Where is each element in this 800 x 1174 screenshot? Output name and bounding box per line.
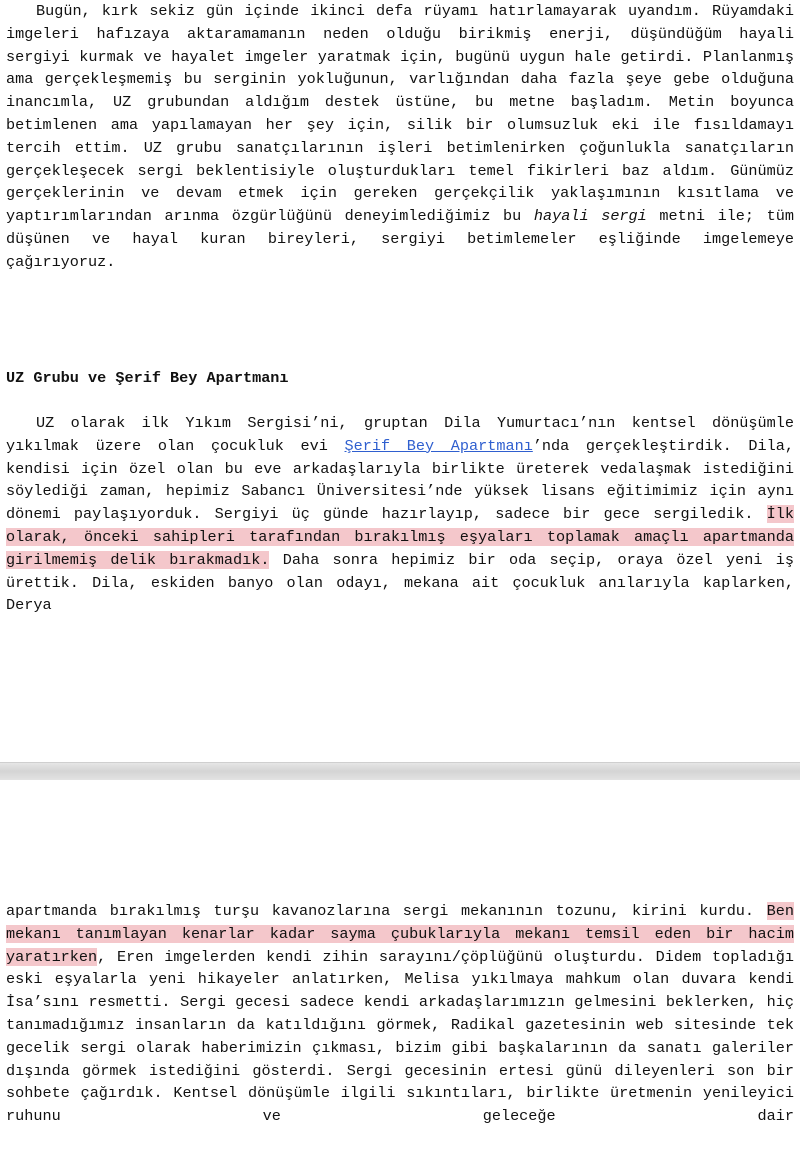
section-text-1: UZ olarak ilk Yıkım Sergisi’ni, gruptan Dila Yumurtacı’nın kentsel dönüşümle yıkılmak üzere olan çocukluk evi (6, 414, 794, 455)
intro-paragraph (6, 0, 794, 274)
page-break (0, 762, 800, 782)
intro-text-1: Bugün, kırk sekiz gün içinde ikinci defa rüyamı hatırlamayarak uyandım. Rüyamdaki imgeleri hafızaya aktaramamanın neden olduğu birikmiş enerji, düşündüğüm hayali sergiyi kurmak ve hayalet imgeler yaratmak için, bugünü uygun hale getirdi. Planlanmış ama gerçekleşmemiş bu serginin yokluğunun, varlığından daha fazla şeye gebe olduğuna inancımla, UZ grubundan aldığım destek üstüne, bu metne başladım. Metin boyunca betimlenen ama yapılamayan her şey için, silik bir olumsuzluk eki ile fısıldamayı tercih ettim. UZ grubu sanatçılarının işleri betimlenirken çoğunlukla sanatçıların gerçekleşecek sergi beklentisiyle oluşturdukları temel fikirleri baz aldım. Günümüz gerçeklerinin ve devam etmek için gereken gerçekçilik yaklaşımının kısıtlama ve yaptırımlarından arınma özgürlüğünü deneyimlediğimiz bu (6, 2, 794, 226)
continued-paragraph (6, 900, 794, 1128)
section-paragraph (6, 412, 794, 617)
section-text-3: Daha sonra hepimiz bir oda seçip, oraya özel yeni iş ürettik. Dila, eskiden banyo olan odayı, mekana ait çocukluk anılarıyla kaplarken, Derya (6, 550, 794, 615)
intro-emphasis: hayali sergi (533, 207, 647, 226)
section-heading: UZ Grubu ve Şerif Bey Apartmanı (6, 369, 289, 387)
section-text-2: ’nda gerçekleştirdik. Dila, kendisi için özel olan bu eve arkadaşlarıyla birlikte üreterek vedalaşmak istediğini söylediği zaman, hepimiz Sabancı Üniversitesi’nde yüksek lisans eğitimimiz için aynı dönemi paylaşıyorduk. Sergiyi üç günde hazırlayıp, sadece bir gece sergiledik. (6, 436, 794, 524)
continued-text-1: apartmanda bırakılmış turşu kavanozlarına sergi mekanının tozunu, kirini kurdu. (6, 902, 767, 920)
highlighted-text: İlk olarak, önceki sahipleri tarafından bırakılmış eşyaları toplamak amaçlı apartmanda girilmemiş delik bırakmadık. (6, 505, 794, 569)
document-page-2 (0, 780, 800, 1174)
serif-bey-link[interactable]: Şerif Bey Apartmanı (344, 436, 533, 455)
continued-text-2: , Eren imgelerden kendi zihin sarayını/çöplüğünü oluşturdu. Didem topladığı eski eşyalarla yeni hikayeler anlatırken, Melisa yıkılmaya mahkum olan duvara kendi İsa’sını resmetti. Sergi gecesi sadece kendi arkadaşlarımızın gelmesini beklerken, hiç tanımadığımız insanların da katıldığını görmek, Radikal gazetesinin web sitesinde tek gecelik sergi olarak haberimizin çıkması, bizim gibi başkalarının da sanatı galeriler dışında görmek istediğini gösterdi. Sergi gecesinin ertesi günü dileyenleri son bir sohbete çağırdık. Kentsel dönüşümle ilgili sıkıntıları, birlikte üretmenin yenileyici ruhunu ve geleceğe dair (6, 947, 794, 1126)
intro-text-2: metni ile; tüm düşünen ve hayal kuran bireyleri, sergiyi betimlemeler eşliğinde imgelemeye çağırıyoruz. (6, 207, 794, 271)
highlighted-text-2: Ben mekanı tanımlayan kenarlar kadar sayma çubuklarıyla mekanı temsil eden bir hacim yaratırken (6, 902, 794, 966)
